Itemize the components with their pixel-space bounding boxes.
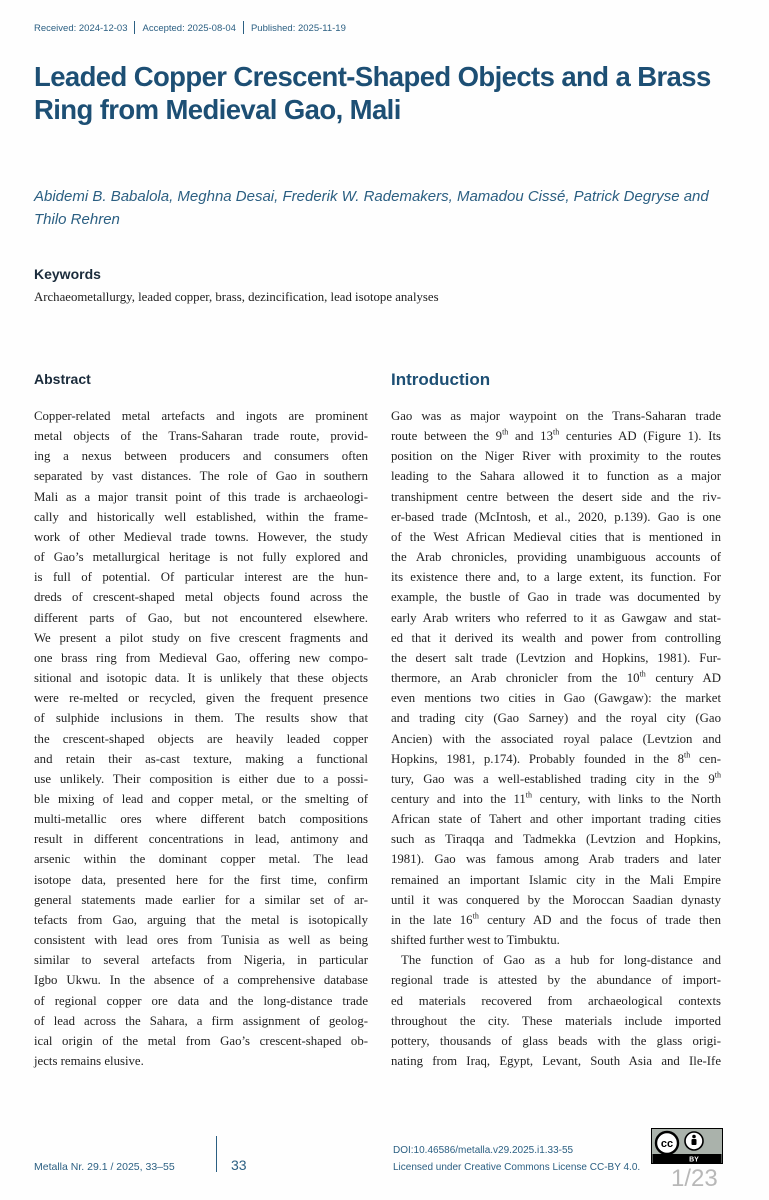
line-text: er-based trade (McIntosh, et al., 2020, p.139). Gao is one: [391, 509, 721, 524]
journal-citation: Metalla Nr. 29.1 / 2025, 33–55: [34, 1161, 175, 1173]
abstract-line: ical origin of the metal from Gao’s crescent-shaped ob-: [34, 1033, 368, 1048]
introduction-line: [391, 446, 721, 466]
abstract-line: cally and historically well established, within the frame-: [34, 509, 368, 524]
abstract-line: arsenic within the dominant copper metal. The lead: [34, 852, 368, 867]
introduction-line: [391, 668, 721, 688]
introduction-line: [391, 426, 721, 446]
introduction-line: [391, 749, 721, 769]
introduction-line: [391, 406, 721, 426]
abstract-line: one brass ring from Medieval Gao, offering new compo-: [34, 650, 368, 665]
ordinal-suffix: th: [552, 427, 560, 437]
introduction-line: [391, 507, 721, 527]
abstract-line: were re-melted or recycled, given the frequent presence: [34, 691, 368, 706]
accepted-date: Accepted: 2025-08-04: [142, 23, 236, 34]
introduction-line: [391, 567, 721, 587]
abstract-line: isotope data, presented here for the first time, confirm: [34, 872, 368, 887]
date-separator: [243, 21, 244, 34]
line-text: thermore, an Arab chronicler from the 10: [391, 671, 640, 686]
keywords-heading: Keywords: [34, 266, 101, 282]
line-text: century, with links to the North: [532, 791, 721, 806]
line-text: Gao was as major waypoint on the Trans-Saharan trade: [391, 409, 721, 423]
ordinal-suffix: th: [472, 911, 479, 921]
ordinal-suffix: th: [502, 427, 509, 437]
abstract-line: Copper-related metal artefacts and ingots are prominent: [34, 409, 368, 423]
line-text: ed that it derived its wealth and power from controlling: [391, 630, 721, 645]
cc-by-license-badge[interactable]: [651, 1128, 723, 1164]
doi-link[interactable]: DOI:10.46586/metalla.v29.2025.i1.33-55: [393, 1145, 574, 1156]
line-text: in the late 16: [391, 912, 473, 927]
line-text: route between the 9: [391, 429, 503, 444]
line-text: and 13: [508, 429, 553, 444]
date-separator: [134, 21, 135, 34]
introduction-line: [391, 729, 721, 749]
line-text: its existence there and, to a large extent, its function. For: [391, 570, 721, 585]
line-text: position on the Niger River with proximity to the routes: [391, 449, 721, 464]
introduction-line: [391, 487, 721, 507]
line-text: Ancien) with the associated royal palace (Levtzion and: [391, 731, 721, 746]
abstract-line: of sulphide inclusions in them. The results show that: [34, 711, 368, 726]
published-date: Published: 2025-11-19: [250, 23, 346, 34]
introduction-heading: Introduction: [391, 370, 491, 389]
line-text: century AD and the focus of trade then: [478, 912, 722, 927]
line-text: pottery, thousands of glass beads with the glass origi-: [391, 1033, 721, 1048]
introduction-line: [391, 688, 721, 708]
line-text: nating from Iraq, Egypt, Levant, South Asia and Ile-Ife: [391, 1054, 721, 1068]
line-text: tury, Gao was a well-established trading city in the 9: [391, 771, 715, 786]
abstract-body: [34, 406, 368, 1071]
line-text: remained an important Islamic city in the Mali Empire: [391, 872, 721, 887]
introduction-line: [391, 547, 721, 567]
abstract-line: and retain their as-cast texture, making a functional: [34, 751, 368, 766]
abstract-line: of Gao’s metallurgical heritage is not fully explored and: [34, 550, 368, 565]
introduction-line: [391, 587, 721, 607]
article-title: Leaded Copper Crescent-Shaped Objects and a Brass Ring from Medieval Gao, Mali: [34, 61, 711, 125]
abstract-line: ing a nexus between producers and consumers often: [34, 449, 368, 464]
line-text: centuries AD (Figure 1). Its: [559, 429, 721, 444]
abstract-line: Igbo Ukwu. In the absence of a comprehensive database: [34, 973, 368, 988]
abstract-line: dreds of crescent-shaped metal objects found across the: [34, 590, 368, 605]
line-text: century AD: [645, 671, 721, 686]
ordinal-suffix: th: [525, 790, 533, 800]
line-text: shifted further west to Timbuktu.: [391, 933, 560, 948]
abstract-line: consistent with lead ores from Tunisia as well as being: [34, 933, 368, 948]
footer-divider: [216, 1136, 217, 1172]
line-text: leading to the Sahara allowed it to function as a major: [391, 469, 721, 484]
introduction-line: [391, 991, 721, 1011]
abstract-line: similar to several artefacts from Nigeria, in particular: [34, 953, 368, 968]
abstract-line: We present a pilot study on five crescent fragments and: [34, 630, 368, 645]
line-text: the Arab chronicles, providing unambiguous accounts of: [391, 550, 721, 565]
page-number: 33: [231, 1157, 247, 1173]
introduction-line: [391, 527, 721, 547]
abstract-line: ble mixing of lead and copper metal, or the smelting of: [34, 791, 368, 806]
introduction-line: [391, 870, 721, 890]
line-text: ed materials recovered from archaeological contexts: [391, 993, 721, 1008]
abstract-line: work of other Medieval trade towns. However, the study: [34, 529, 368, 544]
line-text: African state of Tahert and other important trading cities: [391, 812, 721, 827]
page-counter: 1/23: [671, 1165, 718, 1192]
line-text: regional trade is attested by the abundance of import-: [391, 973, 721, 988]
abstract-line: the crescent-shaped objects are heavily leaded copper: [34, 731, 368, 746]
abstract-line: of regional copper ore data and the long-distance trade: [34, 993, 368, 1008]
introduction-line: [391, 809, 721, 829]
author-list: Abidemi B. Babalola, Meghna Desai, Frederik W. Rademakers, Mamadou Cissé, Patrick Degryse and Thilo Rehren: [34, 188, 709, 228]
line-text: transhipment centre between the desert side and the riv-: [391, 489, 721, 504]
introduction-line: [391, 1051, 721, 1071]
abstract-heading: Abstract: [34, 371, 91, 387]
line-text: the desert salt trade (Levtzion and Hopkins, 1981). Fur-: [391, 650, 721, 665]
introduction-body: [391, 406, 721, 1071]
introduction-line: [391, 829, 721, 849]
line-text: The function of Gao as a hub for long-distance and: [401, 953, 721, 968]
abstract-line: is full of potential. Of particular interest are the hun-: [34, 570, 368, 585]
ordinal-suffix: th: [639, 669, 646, 679]
introduction-line: [391, 950, 721, 970]
line-text: cen-: [690, 751, 721, 766]
line-text: until it was conquered by the Moroccan Saadian dynasty: [391, 892, 721, 907]
introduction-line: [391, 648, 721, 668]
abstract-line: use unlikely. Their composition is either due to a possi-: [34, 771, 368, 786]
introduction-line: [391, 970, 721, 990]
introduction-line: [391, 890, 721, 910]
introduction-line: [391, 608, 721, 628]
introduction-line: [391, 769, 721, 789]
cc-icon-text: cc: [660, 1138, 674, 1150]
abstract-line: tefacts from Gao, arguing that the metal is isotopically: [34, 912, 368, 927]
abstract-line: general statements made earlier for a similar set of ar-: [34, 892, 368, 907]
line-text: Hopkins, 1981, p.174). Probably founded in the 8: [391, 751, 684, 766]
ordinal-suffix: th: [683, 750, 691, 760]
line-text: even mentions two cities in Gao (Gawgaw): the market: [391, 691, 721, 706]
abstract-line: sitional and isotopic data. It is unlikely that these objects: [34, 671, 368, 686]
line-text: early Arab writers who referred to it as Gawgaw and stat-: [391, 610, 721, 625]
abstract-line: Mali as a major transit point of this trade is archaeologi-: [34, 489, 368, 504]
line-text: such as Tiraqqa and Tadmekka (Levtzion and Hopkins,: [391, 832, 721, 847]
abstract-line: of lead across the Sahara, a firm assignment of geolog-: [34, 1013, 368, 1028]
publication-dates: [34, 21, 346, 34]
line-text: century and into the 11: [391, 791, 526, 806]
abstract-line: result in different concentrations in lead, antimony and: [34, 832, 368, 847]
introduction-line: [391, 849, 721, 869]
abstract-line: metal objects of the Trans-Saharan trade route, provid-: [34, 429, 368, 444]
keywords-text: Archaeometallurgy, leaded copper, brass, dezincification, lead isotope analyses: [34, 290, 439, 304]
abstract-line: separated by vast distances. The role of Gao in southern: [34, 469, 368, 484]
line-text: and trading city (Gao Sarney) and the royal city (Gao: [391, 711, 721, 726]
introduction-line: [391, 789, 721, 809]
ordinal-suffix: th: [714, 770, 721, 780]
introduction-line: [391, 1031, 721, 1051]
abstract-line: jects remains elusive.: [34, 1054, 144, 1068]
line-text: 1981). Gao was famous among Arab traders and later: [391, 852, 721, 867]
abstract-line: multi-metallic ores where different batch compositions: [34, 812, 368, 827]
introduction-line: [391, 708, 721, 728]
introduction-line: [391, 466, 721, 486]
received-date: Received: 2024-12-03: [34, 23, 128, 34]
introduction-line: [391, 910, 721, 930]
line-text: example, the bustle of Gao in trade was documented by: [391, 590, 721, 605]
introduction-line: [391, 1011, 721, 1031]
introduction-line: [391, 628, 721, 648]
line-text: of the West African Medieval cities that is mentioned in: [391, 529, 721, 544]
abstract-line: different parts of Gao, but not encountered elsewhere.: [34, 610, 368, 625]
license-text: Licensed under Creative Commons License CC-BY 4.0.: [393, 1162, 641, 1173]
by-label: BY: [689, 1156, 699, 1164]
introduction-line: [391, 930, 721, 950]
line-text: throughout the city. These materials include imported: [391, 1013, 721, 1028]
